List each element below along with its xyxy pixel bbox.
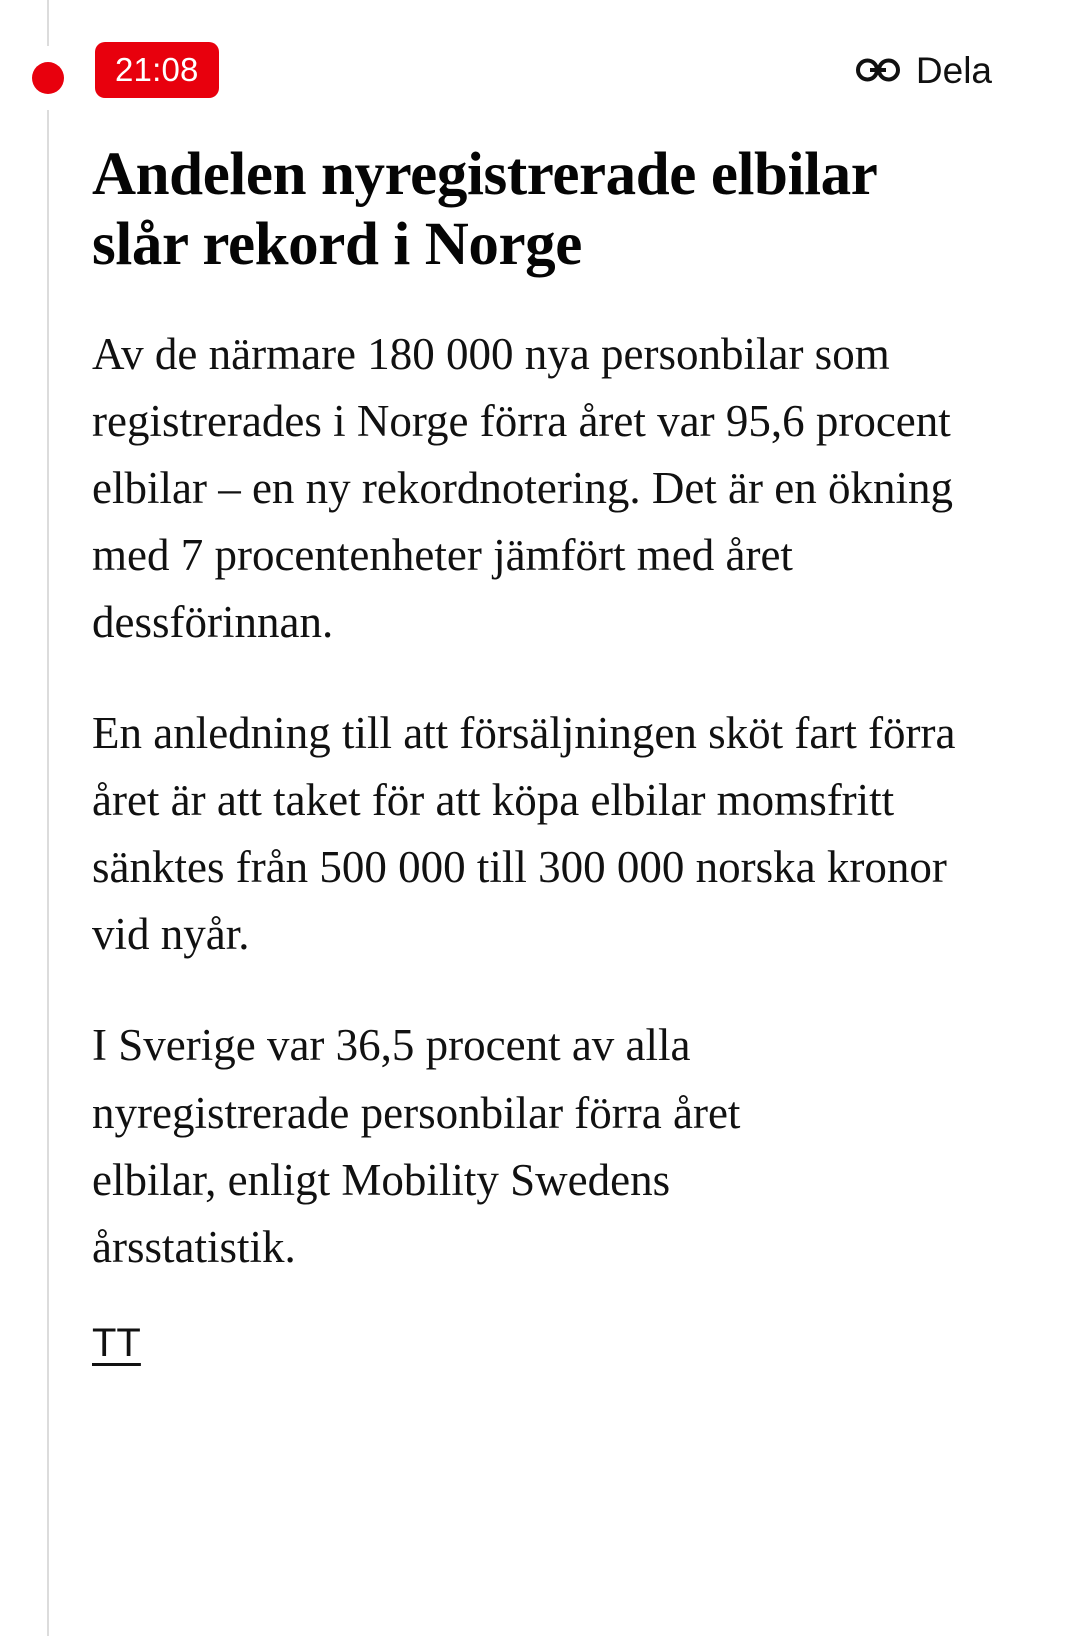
byline-link[interactable]: TT <box>92 1320 141 1365</box>
timeline-rail <box>47 0 49 1636</box>
post-paragraph-3: I Sverige var 36,5 procent av alla nyregistrerade personbilar förra året elbilar, enligt Mobility Swedens årsstatistik. <box>92 1020 741 1272</box>
share-label: Dela <box>915 49 992 91</box>
post-time-badge: 21:08 <box>95 42 219 98</box>
post-body <box>92 140 992 1366</box>
post-paragraph-1: Av de närmare 180 000 nya personbilar som registrerades i Norge förra året var 95,6 procent elbilar – en ny rekordnotering. Det är en ökning med 7 procentenheter jämfört med året dessförinnan. <box>92 329 953 648</box>
post-headline: Andelen nyregistrerade elbilar slår rekord i Norge <box>92 141 877 278</box>
link-icon <box>856 57 900 83</box>
share-button[interactable] <box>856 42 992 98</box>
post-paragraph-2: En anledning till att försäljningen sköt fart förra året är att taket för att köpa elbilar momsfritt sänktes från 500 000 till 300 000 norska kronor vid nyår. <box>92 708 956 960</box>
post-header <box>0 42 1080 98</box>
